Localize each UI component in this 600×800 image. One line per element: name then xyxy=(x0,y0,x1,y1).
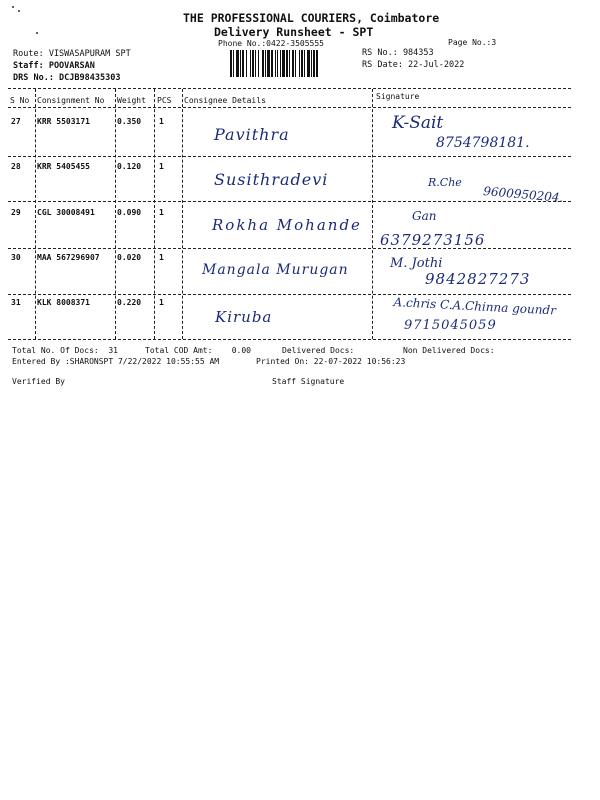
barcode-bar xyxy=(289,50,290,77)
row-separator xyxy=(8,156,571,157)
row-phone-handwritten: 9600950204. xyxy=(482,184,564,205)
row-pcs: 1 xyxy=(159,298,164,307)
column-divider xyxy=(182,89,183,339)
barcode-bar xyxy=(265,50,266,77)
barcode-bar xyxy=(236,50,239,77)
barcode-bar xyxy=(307,50,310,77)
row-consignment: KRR 5503171 xyxy=(37,117,90,126)
barcode xyxy=(230,50,355,77)
row-consignee-handwritten: Susithradevi xyxy=(214,170,329,189)
column-header-signature: Signature xyxy=(376,92,420,101)
scan-speck xyxy=(12,6,14,8)
column-divider xyxy=(115,89,116,339)
row-weight: 0.350 xyxy=(117,117,142,126)
row-pcs: 1 xyxy=(159,208,164,217)
barcode-bar xyxy=(258,50,259,77)
barcode-bar xyxy=(262,50,264,77)
row-phone-handwritten: 8754798181. xyxy=(436,135,530,151)
entered-by: Entered By :SHARONSPT 7/22/2022 10:55:55 AM xyxy=(12,357,220,366)
rs-number: RS No.: 984353 xyxy=(362,48,434,58)
document-subtitle: Delivery Runsheet - SPT xyxy=(214,25,374,39)
row-phone-handwritten: 6379273156 xyxy=(380,231,486,249)
row-separator xyxy=(8,294,571,295)
table-header-rule xyxy=(8,107,571,108)
verified-by: Verified By xyxy=(12,377,65,386)
row-signature-handwritten: Gan xyxy=(412,209,437,223)
barcode-bar xyxy=(250,50,251,77)
table-top-rule xyxy=(8,88,571,89)
barcode-bar xyxy=(301,50,303,77)
row-weight: 0.220 xyxy=(117,298,142,307)
total-docs: Total No. Of Docs: 31 xyxy=(12,346,118,355)
row-consignee-handwritten: Rokha Mohande xyxy=(212,216,362,234)
row-sno: 30 xyxy=(11,253,21,262)
drs-number: DRS No.: DCJB98435303 xyxy=(13,73,121,83)
row-separator xyxy=(8,248,571,249)
barcode-bar xyxy=(246,50,247,77)
column-header-consignee: Consignee Details xyxy=(184,96,266,105)
row-consignment: MAA 567296907 xyxy=(37,253,100,262)
barcode-bar xyxy=(280,50,281,77)
company-title: THE PROFESSIONAL COURIERS, Coimbatore xyxy=(183,11,440,25)
barcode-bar xyxy=(255,50,256,77)
barcode-bar xyxy=(295,50,296,77)
barcode-bar xyxy=(242,50,244,77)
row-sno: 31 xyxy=(11,298,21,307)
column-header-pcs: PCS xyxy=(157,96,172,105)
barcode-bar xyxy=(282,50,285,77)
page-number: Page No.:3 xyxy=(448,38,497,47)
row-separator xyxy=(8,201,571,202)
row-sno: 29 xyxy=(11,208,21,217)
column-header-consignment: Consignment No xyxy=(37,96,105,105)
barcode-bar xyxy=(292,50,294,77)
row-consignment: KLK 8008371 xyxy=(37,298,90,307)
row-consignee-handwritten: Mangala Murugan xyxy=(202,262,349,278)
barcode-bar xyxy=(275,50,276,77)
scan-speck xyxy=(36,32,38,34)
row-pcs: 1 xyxy=(159,253,164,262)
row-weight: 0.120 xyxy=(117,162,142,171)
column-divider xyxy=(372,89,373,339)
row-phone-handwritten: 9715045059 xyxy=(404,318,497,333)
column-divider xyxy=(35,89,36,339)
row-pcs: 1 xyxy=(159,117,164,126)
route-label: Route: VISWASAPURAM SPT xyxy=(13,49,131,59)
row-signature-handwritten: K-Sait xyxy=(392,113,444,133)
barcode-bar xyxy=(313,50,315,77)
barcode-bar xyxy=(230,50,232,77)
column-header-sno: S No xyxy=(10,96,30,105)
row-consignee-handwritten: Kiruba xyxy=(215,308,273,326)
barcode-bar xyxy=(271,50,273,77)
row-consignee-handwritten: Pavithra xyxy=(214,125,290,144)
barcode-bar xyxy=(304,50,305,77)
barcode-bar xyxy=(277,50,278,77)
row-sno: 27 xyxy=(11,117,21,126)
row-signature-handwritten: M. Jothi xyxy=(390,256,443,271)
column-divider xyxy=(154,89,155,339)
row-sno: 28 xyxy=(11,162,21,171)
row-weight: 0.090 xyxy=(117,208,142,217)
barcode-bar xyxy=(311,50,312,77)
row-pcs: 1 xyxy=(159,162,164,171)
barcode-bar xyxy=(267,50,270,77)
phone-number: Phone No.:0422-3505555 xyxy=(218,39,324,48)
barcode-bar xyxy=(240,50,241,77)
printed-on: Printed On: 22-07-2022 10:56:23 xyxy=(256,357,406,366)
row-consignment: CGL 30008491 xyxy=(37,208,95,217)
barcode-bar xyxy=(252,50,254,77)
rs-date: RS Date: 22-Jul-2022 xyxy=(362,60,465,70)
staff-signature: Staff Signature xyxy=(272,377,345,386)
row-consignment: KRR 5405455 xyxy=(37,162,90,171)
scan-speck xyxy=(18,10,20,12)
delivered-docs: Delivered Docs: xyxy=(282,346,355,355)
barcode-bar xyxy=(299,50,300,77)
table-bottom-rule xyxy=(8,339,571,340)
non-delivered-docs: Non Delivered Docs: xyxy=(403,346,495,355)
row-signature-handwritten: A.chris C.A.Chinna goundr xyxy=(393,295,557,318)
row-weight: 0.020 xyxy=(117,253,142,262)
barcode-bar xyxy=(233,50,234,77)
barcode-bar xyxy=(286,50,288,77)
staff-label: Staff: POOVARSAN xyxy=(13,61,95,71)
barcode-bar xyxy=(316,50,318,77)
total-cod: Total COD Amt: 0.00 xyxy=(145,346,251,355)
row-phone-handwritten: 9842827273 xyxy=(425,270,531,288)
row-signature-handwritten: R.Che xyxy=(428,176,462,189)
column-header-weight: Weight xyxy=(117,96,146,105)
